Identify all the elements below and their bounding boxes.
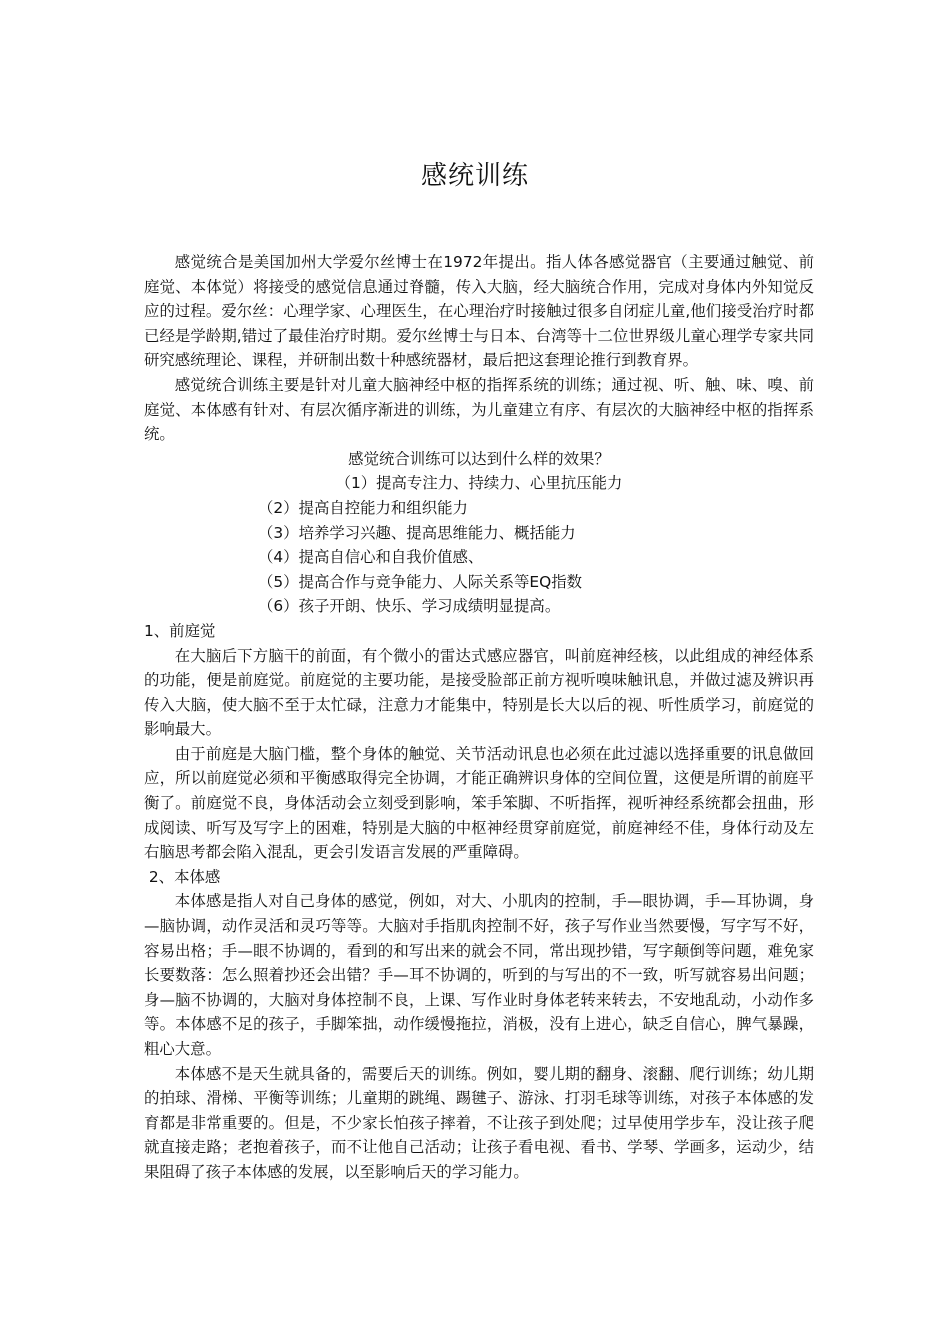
section-1-paragraph-1: 在大脑后下方脑干的前面，有个微小的雷达式感应器官，叫前庭神经核，以此组成的神经体系的功能，便是前庭觉。前庭觉的主要功能，是接受脸部正前方视听嗅味触讯息，并做过滤及辨识再传入大脑，使大脑不至于太忙碌，注意力才能集中，特别是长大以后的视、听性质学习，前庭觉的影响最大。 — [144, 646, 814, 739]
section-2-paragraph-2: 本体感不是天生就具备的，需要后天的训练。例如，婴儿期的翻身、滚翻、爬行训练；幼儿期的拍球、滑梯、平衡等训练；儿童期的跳绳、踢毽子、游泳、打羽毛球等训练，对孩子本体感的发育都是非常重要的。但是，不少家长怕孩子摔着，不让孩子到处爬；过早使用学步车，没让孩子爬就直接走路；老抱着孩子，而不让他自己活动；让孩子看电视、看书、学琴、学画多，运动少，结果阻碍了孩子本体感的发展，以至影响后天的学习能力。 — [144, 1064, 814, 1181]
section-2-paragraph-1: 本体感是指人对自己身体的感觉，例如，对大、小肌肉的控制，手—眼协调，手—耳协调，身—脑协调，动作灵活和灵巧等等。大脑对手指肌肉控制不好，孩子写作业当然要慢，写字写不好，容易出格；手—眼不协调的，看到的和写出来的就会不同，常出现抄错，写字颠倒等问题，难免家长要数落：怎么照着抄还会出错？手—耳不协调的，听到的与写出的不一致，听写就容易出问题；身—脑不协调的，大脑对身体控制不良，上课、写作业时身体老转来转去，不安地乱动，小动作多等。本体感不足的孩子，手脚笨拙，动作缓慢拖拉，消极，没有上进心，缺乏自信心，脾气暴躁，粗心大意。 — [144, 892, 814, 1058]
section-1-heading: 1、前庭觉 — [144, 621, 216, 640]
effect-item-5: （5）提高合作与竞争能力、人际关系等EQ指数 — [258, 572, 583, 591]
section-1-paragraph-2: 由于前庭是大脑门槛，整个身体的触觉、关节活动讯息也必须在此过滤以选择重要的讯息做回应，所以前庭觉必须和平衡感取得完全协调，才能正确辨识身体的空间位置，这便是所谓的前庭平衡了。前庭觉不良，身体活动会立刻受到影响，笨手笨脚、不听指挥，视听神经系统都会扭曲，形成阅读、听写及写字上的困难，特别是大脑的中枢神经贯穿前庭觉，前庭神经不佳，身体行动及左右脑思考都会陷入混乱，更会引发语言发展的严重障碍。 — [144, 744, 814, 862]
effect-item-3: （3）培养学习兴趣、提高思维能力、概括能力 — [258, 523, 576, 542]
effect-item-6: （6）孩子开朗、快乐、学习成绩明显提高。 — [258, 597, 561, 616]
document-body — [144, 250, 814, 1185]
page-title: 感统训练 — [420, 161, 529, 191]
effect-item-2: （2）提高自控能力和组织能力 — [258, 498, 468, 517]
effects-question: 感觉统合训练可以达到什么样的效果？ — [348, 449, 610, 468]
section-2-heading: 2、本体感 — [144, 867, 221, 886]
effect-item-1: （1）提高专注力、持续力、心里抗压能力 — [335, 474, 623, 493]
intro-paragraph-1: 感觉统合是美国加州大学爱尔丝博士在1972年提出。指人体各感觉器官（主要通过触觉、前庭觉、本体觉）将接受的感觉信息通过脊髓，传入大脑，经大脑统合作用，完成对身体内外知觉反应的过程。爱尔丝：心理学家、心理医生，在心理治疗时接触过很多自闭症儿童,他们接受治疗时都已经是学龄期,错过了最佳治疗时期。爱尔丝博士与日本、台湾等十二位世界级儿童心理学专家共同研究感统理论、课程，并研制出数十种感统器材，最后把这套理论推行到教育界。 — [144, 253, 814, 370]
effect-item-4: （4）提高自信心和自我价值感、 — [258, 548, 484, 567]
intro-paragraph-2: 感觉统合训练主要是针对儿童大脑神经中枢的指挥系统的训练；通过视、听、触、味、嗅、前庭觉、本体感有针对、有层次循序渐进的训练，为儿童建立有序、有层次的大脑神经中枢的指挥系统。 — [144, 375, 814, 444]
